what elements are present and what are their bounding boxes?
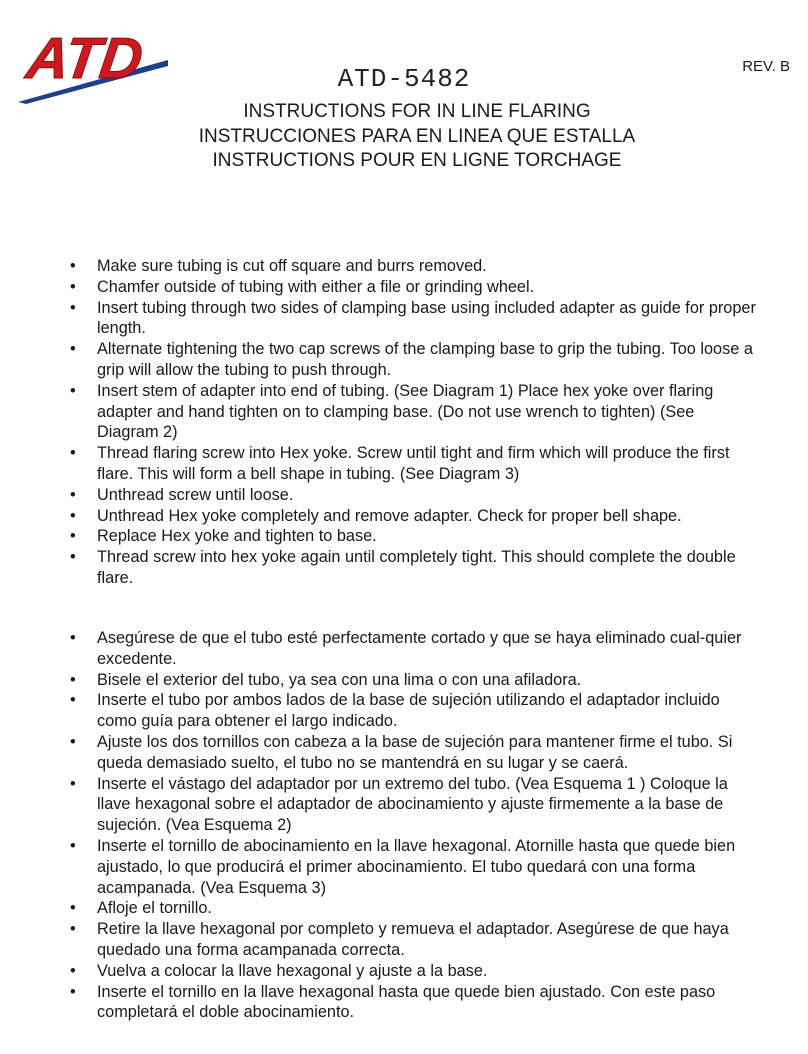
spanish-step-item: [0, 836, 808, 898]
bullet-icon: •: [70, 277, 76, 296]
english-step-item-text: Alternate tightening the two cap screws of the clamping base to grip the tubing. Too loose a grip will allow the tubing to push through.: [97, 340, 753, 379]
logo-text: ATD: [22, 26, 147, 91]
bullet-icon: •: [70, 982, 76, 1001]
spanish-step-item-text: Inserte el tornillo en la llave hexagonal hasta que quede bien ajustado. Con este paso completará el doble abocinamiento.: [97, 982, 716, 1022]
english-step-item: [0, 381, 808, 443]
spanish-step-item: [0, 628, 808, 670]
spanish-step-item-text: Inserte el tornillo de abocinamiento en la llave hexagonal. Atornille hasta que quede bien ajustado, lo que producirá el primer abocinamiento. El tubo quedará con una forma acampanada. (Vea Esquema 3): [97, 836, 736, 897]
english-step-item-text: Unthread screw until loose.: [97, 485, 294, 504]
bullet-icon: •: [70, 340, 76, 359]
bullet-icon: •: [70, 836, 76, 855]
spanish-step-item: [0, 898, 808, 919]
english-step-item-text: Insert stem of adapter into end of tubing. (See Diagram 1) Place hex yoke over flaring adapter and hand tighten on to clamping base. (Do not use wrench to tighten) (See Diagram 2): [97, 381, 714, 442]
english-step-item-text: Thread flaring screw into Hex yoke. Screw until tight and firm which will produce the first flare. This will form a bell shape in tubing. (See Diagram 3): [97, 444, 730, 483]
bullet-icon: •: [70, 257, 76, 275]
revision-label: REV. B: [742, 58, 790, 75]
bullet-icon: •: [70, 298, 76, 317]
spanish-step-item-text: Vuelva a colocar la llave hexagonal y ajuste a la base.: [97, 961, 488, 980]
english-instructions: [0, 256, 808, 589]
english-step-item: [0, 277, 808, 298]
spanish-step-item: [0, 982, 808, 1024]
bullet-icon: •: [70, 485, 76, 504]
model-number: ATD-5482: [337, 64, 471, 94]
english-step-item-text: Make sure tubing is cut off square and burrs removed.: [97, 257, 487, 275]
english-step-item-text: Replace Hex yoke and tighten to base.: [97, 527, 377, 546]
spanish-step-item: [0, 774, 808, 836]
english-step-item: [0, 526, 808, 547]
bullet-icon: •: [70, 899, 76, 918]
spanish-step-item-text: Ajuste los dos tornillos con cabeza a la base de sujeción para mantener firme el tubo. Si queda demasiado suelto, el tubo no se mantendrá en su lugar y se caerá.: [97, 732, 733, 772]
bullet-icon: •: [70, 548, 76, 567]
english-step-item: [0, 256, 808, 277]
english-step-item: [0, 298, 808, 340]
english-step-item-text: Insert tubing through two sides of clamping base using included adapter as guide for proper length.: [97, 298, 756, 338]
english-step-item-text: Unthread Hex yoke completely and remove adapter. Check for proper bell shape.: [97, 506, 682, 525]
spanish-step-item: [0, 670, 808, 691]
title-english: INSTRUCTIONS FOR IN LINE FLARING: [243, 101, 591, 122]
bullet-icon: •: [70, 920, 76, 939]
bullet-icon: •: [70, 691, 76, 710]
bullet-icon: •: [70, 670, 76, 689]
spanish-step-item: [0, 919, 808, 961]
title-block: [0, 100, 808, 174]
bullet-icon: •: [70, 527, 76, 546]
english-step-item: [0, 485, 808, 506]
spanish-step-item: [0, 732, 808, 774]
english-step-item-text: Thread screw into hex yoke again until completely tight. This should complete the double flare.: [97, 548, 736, 587]
title-french: INSTRUCTIONS POUR EN LIGNE TORCHAGE: [212, 150, 622, 171]
spanish-instructions: [0, 628, 808, 1023]
spanish-step-item-text: Inserte el tubo por ambos lados de la base de sujeción utilizando el adaptador incluido como guía para obtener el largo indicado.: [97, 691, 720, 731]
english-step-item: [0, 547, 808, 589]
spanish-step-item: [0, 690, 808, 732]
bullet-icon: •: [70, 774, 76, 793]
bullet-icon: •: [70, 629, 76, 647]
title-spanish: INSTRUCCIONES PARA EN LINEA QUE ESTALLA: [198, 125, 636, 147]
spanish-step-item-text: Inserte el vástago del adaptador por un extremo del tubo. (Vea Esquema 1 ) Coloque la llave hexagonal sobre el adaptador de abocinamiento y ajuste firmemente a la base de sujeción. (Vea Esquema 2): [97, 774, 728, 835]
bullet-icon: •: [70, 506, 76, 525]
english-step-item: [0, 506, 808, 527]
spanish-step-item-text: Afloje el tornillo.: [97, 899, 212, 918]
bullet-icon: •: [70, 444, 76, 463]
bullet-icon: •: [70, 961, 76, 980]
spanish-step-item: [0, 961, 808, 982]
english-step-item: [0, 443, 808, 485]
english-step-item-text: Chamfer outside of tubing with either a file or grinding wheel.: [97, 277, 535, 296]
bullet-icon: •: [70, 732, 76, 751]
english-step-item: [0, 339, 808, 381]
spanish-step-item-text: Bisele el exterior del tubo, ya sea con una lima o con una afiladora.: [97, 670, 582, 689]
spanish-step-item-text: Asegúrese de que el tubo esté perfectamente cortado y que se haya eliminado cual-quier excedente.: [97, 629, 742, 668]
bullet-icon: •: [70, 381, 76, 400]
spanish-step-item-text: Retire la llave hexagonal por completo y remueva el adaptador. Asegúrese de que haya quedado una forma acampanada correcta.: [97, 920, 729, 959]
